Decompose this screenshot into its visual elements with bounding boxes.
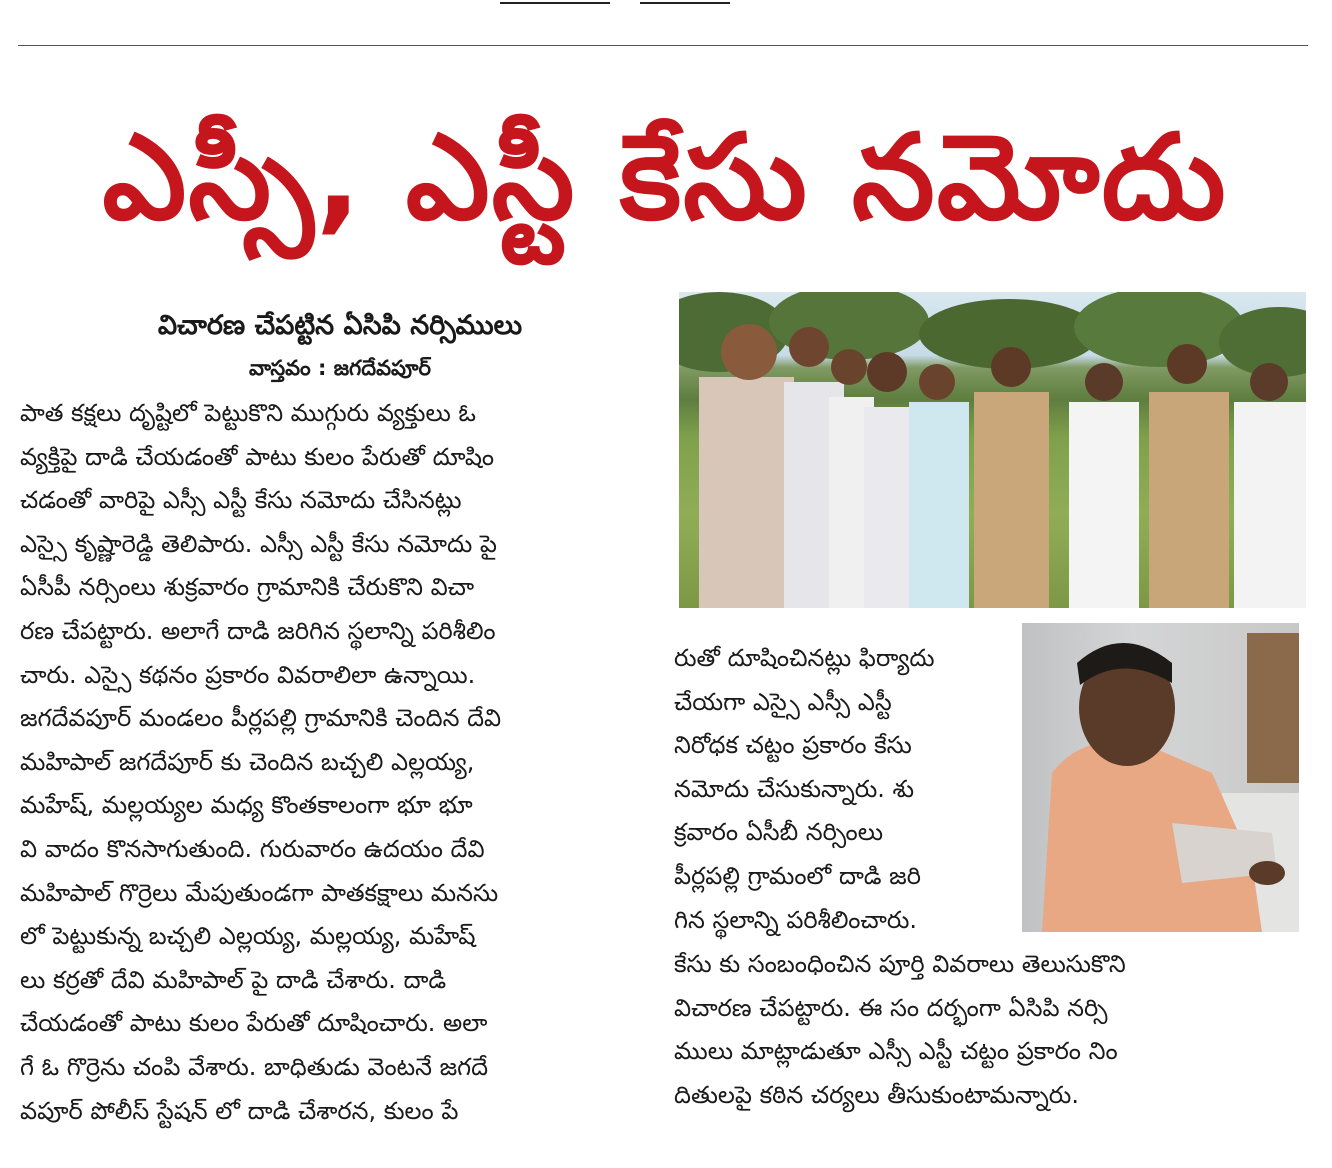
article-column-3: [674, 943, 1294, 1117]
text-line: జగదేవపూర్ మండలం పీర్లపల్లి గ్రామానికి చెందిన దేవి: [20, 704, 502, 733]
text-line: మహిపాల్ గొర్రెలు మేపుతుండగా పాతకక్షాలు మనసు: [20, 878, 499, 907]
text-line: వ్యక్తిపై దాడి చేయడంతో పాటు కులం పేరుతో దూషిం: [20, 442, 495, 471]
text-line: చేయడంతో పాటు కులం పేరుతో దూషించారు. అలా: [20, 1009, 488, 1038]
text-line: రుతో దూషించినట్లు ఫిర్యాదు: [674, 644, 935, 672]
photo-officials-at-field: [679, 292, 1306, 608]
text-line: రణ చేపట్టారు. అలాగే దాడి జరిగిన స్థలాన్ని పరిశీలిం: [20, 616, 496, 645]
text-line: వి వాదం కొనసాగుతుంది. గురువారం ఉదయం దేవి: [20, 834, 485, 863]
text-line: గే ఓ గొర్రెను చంపి వేశారు. బాధితుడు వెంటనే జగదే: [20, 1052, 489, 1081]
subheadline: విచారణ చేపట్టిన ఏసిపి నర్సిములు: [157, 310, 523, 341]
text-line: లో పెట్టుకున్న బచ్చలి ఎల్లయ్య, మల్లయ్య, మహేష్: [20, 922, 476, 951]
text-line: కేసు కు సంబంధించిన పూర్తి వివరాలు తెలుసుకొని: [674, 950, 1126, 978]
text-line: వపూర్ పోలీస్ స్టేషన్ లో దాడి చేశారన, కులం పే: [20, 1096, 459, 1125]
headline: ఎస్సీ, ఎస్టీ కేసు నమోదు: [102, 108, 1228, 246]
text-line: మహేష్, మల్లయ్యల మధ్య కొంతకాలంగా భూ భూ: [20, 791, 473, 820]
text-line: లు కర్రతో దేవి మహిపాల్ పై దాడి చేశారు. దాడి: [20, 965, 447, 994]
text-line: చారు. ఎస్సై కథనం ప్రకారం వివరాలిలా ఉన్నాయి.: [20, 660, 476, 689]
text-line: ములు మాట్లాడుతూ ఎస్సీ ఎస్టీ చట్టం ప్రకారం నిం: [674, 1037, 1118, 1066]
text-line: గిన స్థలాన్ని పరిశీలించారు.: [674, 905, 918, 934]
text-line: విచారణ చేపట్టారు. ఈ సం దర్భంగా ఏసిపి నర్సి: [674, 993, 1108, 1022]
top-divider-rule: [18, 45, 1308, 46]
text-line: మహిపాల్ జగదేపూర్ కు చెందిన బచ్చలి ఎల్లయ్య,: [20, 747, 475, 776]
dateline: వాస్తవం : జగదేవపూర్: [249, 356, 431, 380]
photo-injured-victim: [1022, 623, 1299, 932]
article-column-2: [674, 637, 1004, 942]
text-line: పీర్లపల్లి గ్రామంలో దాడి జరి: [674, 861, 921, 890]
text-line: దితులపై కఠిన చర్యలు తీసుకుంటామన్నారు.: [674, 1080, 1079, 1109]
text-line: చేయగా ఎస్సై ఎస్సీ ఎస్టీ: [674, 687, 892, 716]
text-line: పాత కక్షలు దృష్టిలో పెట్టుకొని ముగ్గురు వ్యక్తులు ఓ: [20, 399, 476, 427]
text-line: చడంతో వారిపై ఎస్సీ ఎస్టీ కేసు నమోదు చేసినట్లు: [20, 486, 462, 515]
text-line: ఏసీపీ నర్సింలు శుక్రవారం గ్రామానికి చేరుకొని విచా: [20, 573, 475, 602]
photo-illustration: [1022, 623, 1299, 932]
article-column-1: [20, 392, 648, 1133]
text-line: క్రవారం ఏసీబీ నర్సింలు: [674, 818, 884, 847]
text-line: నమోదు చేసుకున్నారు. శు: [674, 774, 915, 803]
text-line: ఎస్సై కృష్ణారెడ్డి తెలిపారు. ఎస్సీ ఎస్టీ కేసు నమోదు పై: [20, 529, 497, 558]
photo-illustration: [679, 292, 1306, 608]
text-line: నిరోధక చట్టం ప్రకారం కేసు: [674, 731, 912, 760]
cropped-previous-article-text: [0, 0, 1332, 8]
